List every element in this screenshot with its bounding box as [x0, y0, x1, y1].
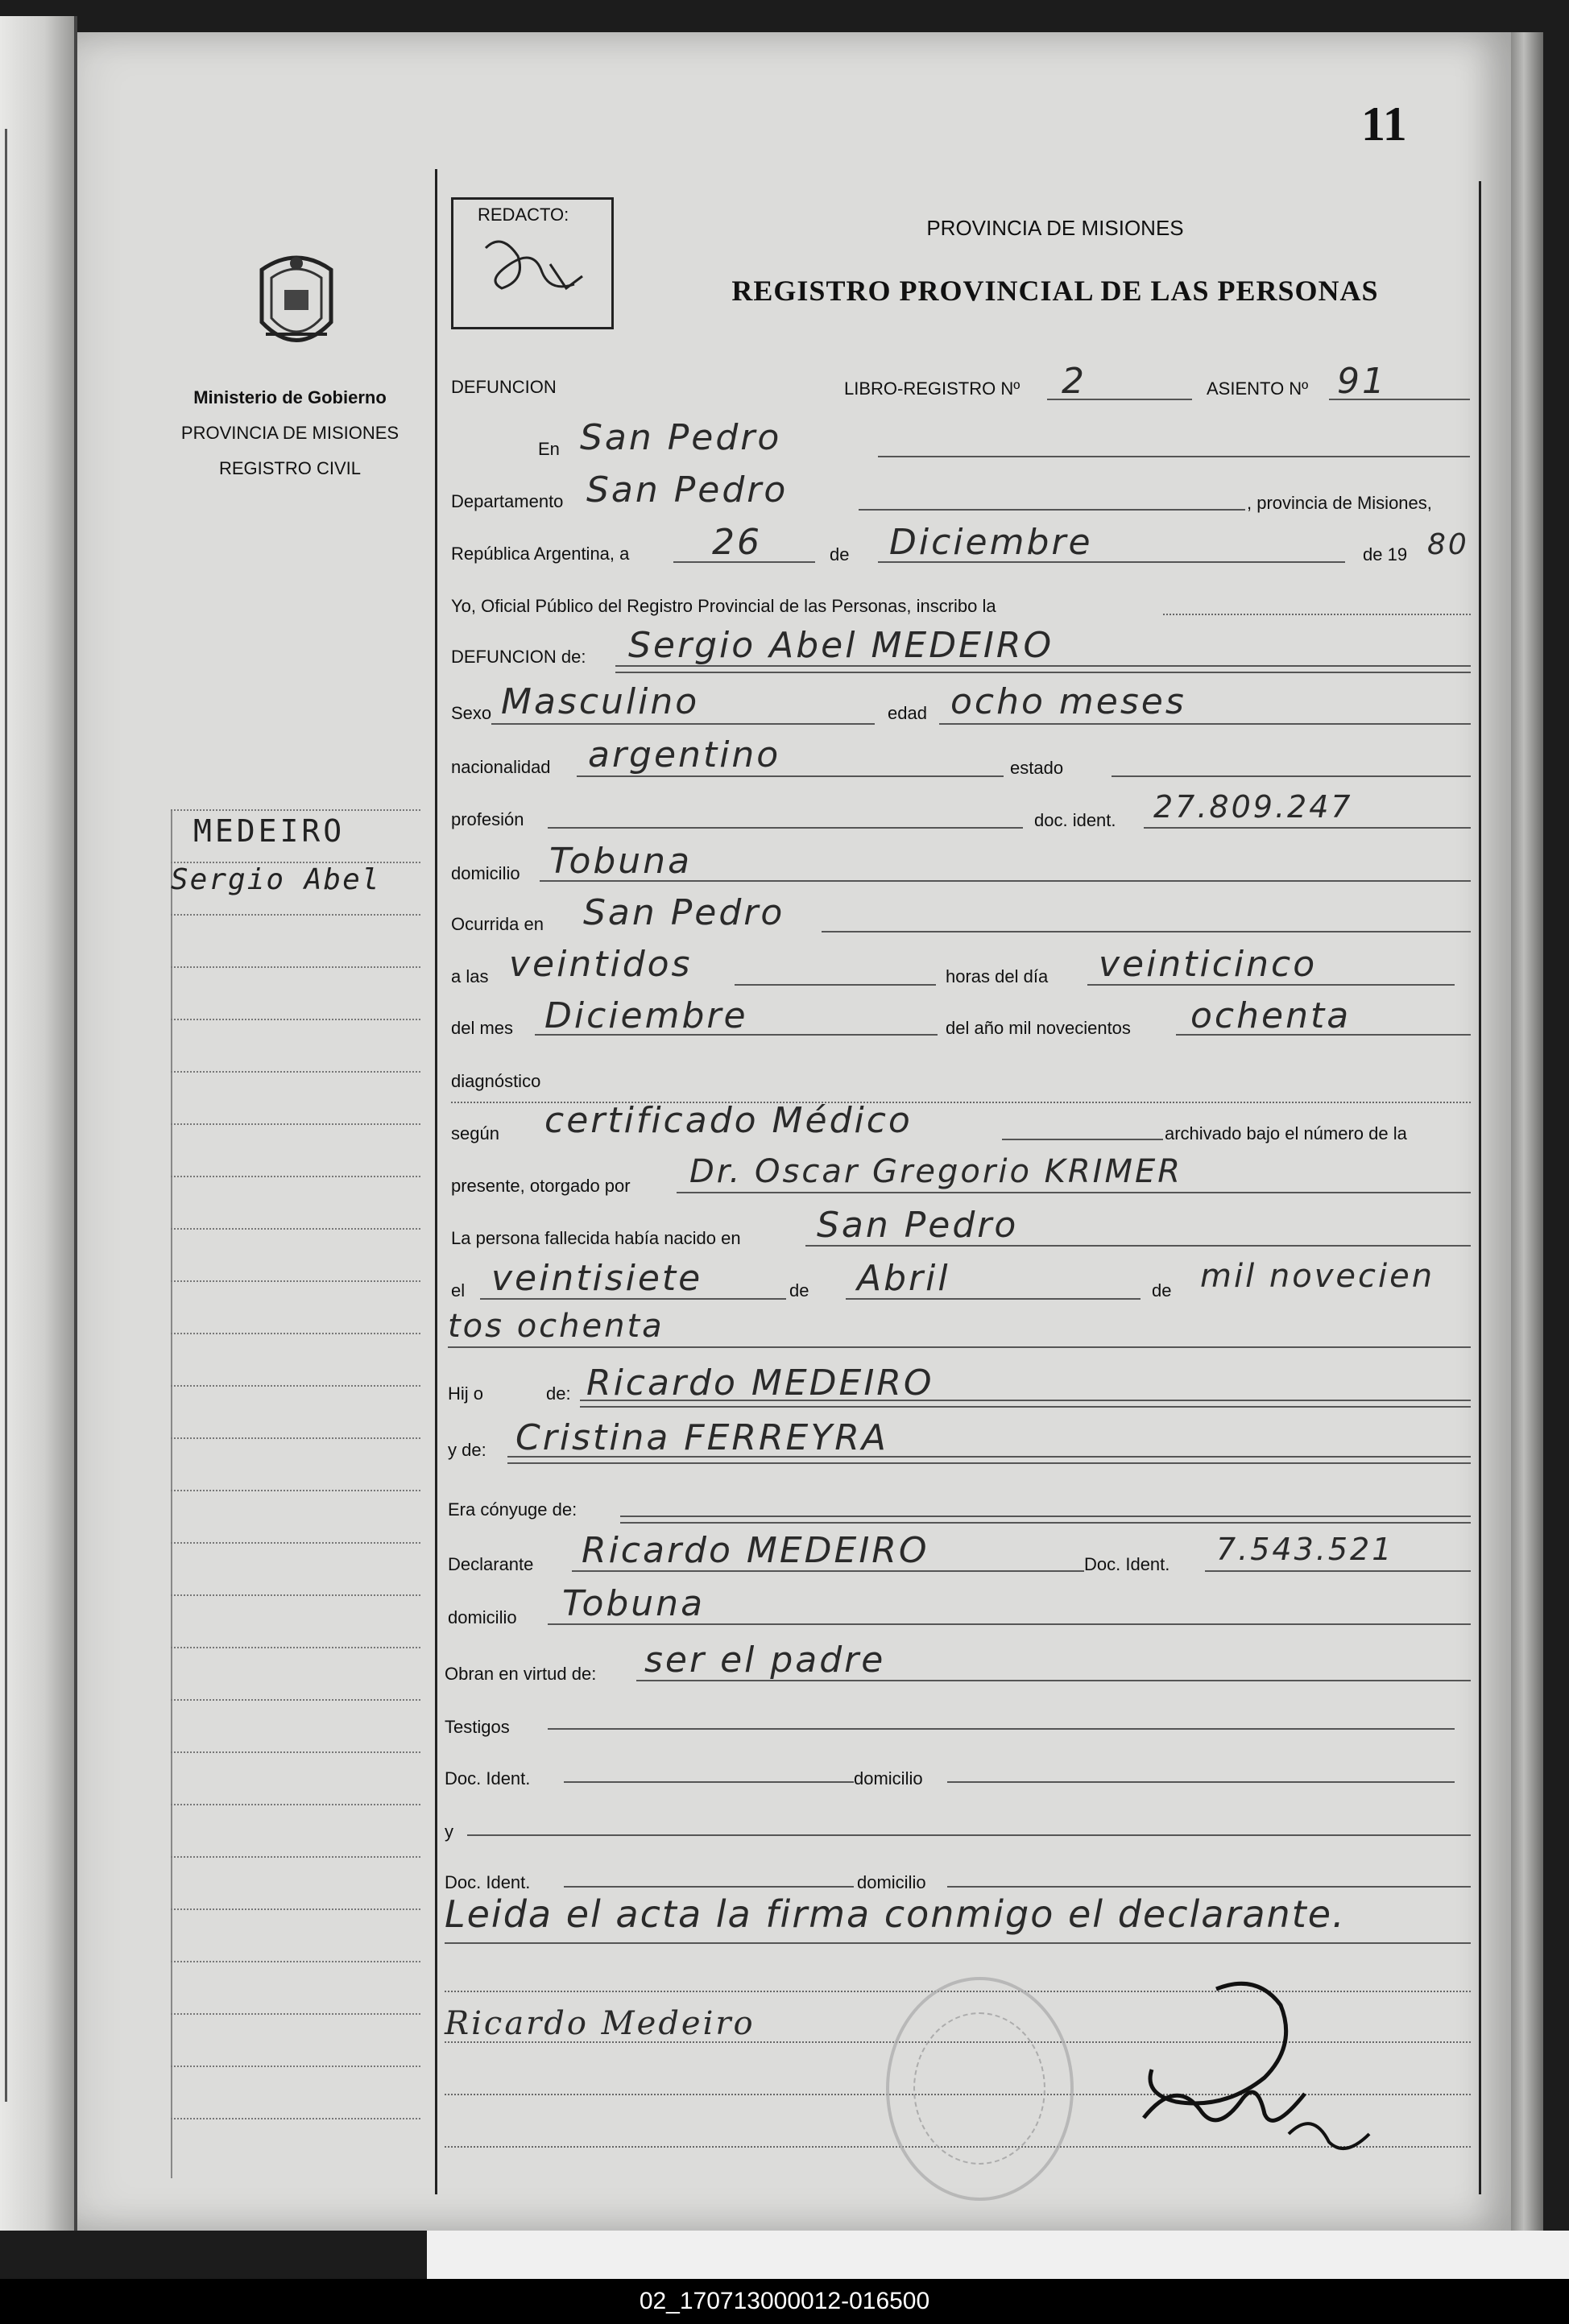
el-month-value: Abril	[857, 1258, 950, 1299]
yde-line-1	[507, 1456, 1471, 1458]
departamento-label: Departamento	[451, 491, 564, 511]
edad-value: ocho meses	[950, 681, 1186, 722]
margin-ruled-line	[171, 966, 420, 968]
conyuge-line-1	[620, 1516, 1471, 1517]
nacionalidad-value: argentino	[588, 734, 781, 775]
decl-doc-value: 7.543.521	[1216, 1532, 1394, 1567]
estado-line	[1112, 775, 1471, 777]
el-day-line	[480, 1298, 786, 1300]
testigos-line	[548, 1728, 1455, 1730]
domicilio2-line	[947, 1886, 1471, 1888]
header-registry: REGISTRO PROVINCIAL DE LAS PERSONAS	[731, 275, 1379, 307]
doc-ident-value: 27.809.247	[1153, 789, 1353, 825]
doc-ident-line	[1144, 827, 1471, 829]
hijo-line-2	[580, 1406, 1471, 1408]
yo-line	[1163, 614, 1471, 615]
decl-domicilio-label: domicilio	[448, 1607, 517, 1627]
margin-divider-main	[435, 169, 437, 2194]
ministry-name: Ministerio de Gobierno	[193, 387, 387, 407]
defuncion-line-1	[615, 665, 1471, 667]
yde-value: Cristina FERREYRA	[515, 1417, 888, 1458]
margin-ruled-line	[171, 1437, 420, 1439]
obran-line	[636, 1680, 1471, 1681]
del-anio-value: ochenta	[1190, 995, 1352, 1036]
doc1-label: Doc. Ident.	[445, 1768, 531, 1788]
act-type-label: DEFUNCION	[451, 377, 557, 397]
presente-line	[677, 1192, 1471, 1193]
el-year-cont: tos ochenta	[448, 1308, 664, 1345]
el-year-line	[448, 1346, 1471, 1348]
declarante-line	[572, 1570, 1084, 1572]
margin-ruled-line	[171, 1699, 420, 1701]
margin-ruled-line	[171, 1228, 420, 1230]
month-value: Diciembre	[889, 522, 1093, 563]
sexo-line	[491, 723, 875, 725]
del-mes-label: del mes	[451, 1018, 514, 1038]
presente-label: presente, otorgado por	[451, 1176, 631, 1196]
domicilio-label: domicilio	[451, 863, 520, 883]
segun-label: según	[451, 1123, 499, 1143]
testigos-label: Testigos	[445, 1717, 510, 1737]
nacido-value: San Pedro	[817, 1205, 1019, 1246]
margin-surname: MEDEIRO	[193, 813, 346, 849]
decl-doc-label: Doc. Ident.	[1084, 1554, 1170, 1574]
a-las-value: veintidos	[509, 944, 693, 985]
defuncion-label: DEFUNCION de:	[451, 647, 586, 667]
nacido-line	[805, 1245, 1471, 1247]
yde-line-2	[507, 1462, 1471, 1464]
ministry-registry: REGISTRO CIVIL	[218, 458, 362, 478]
en-value: San Pedro	[580, 417, 782, 458]
margin-ruled-line	[171, 1385, 420, 1387]
asiento-value: 91	[1337, 361, 1387, 402]
yo-label: Yo, Oficial Público del Registro Provincial de las Personas, inscribo la	[451, 596, 996, 616]
nacionalidad-label: nacionalidad	[451, 757, 551, 777]
estado-label: estado	[1010, 758, 1064, 778]
month-line	[878, 561, 1345, 563]
margin-ruled-line	[171, 1490, 420, 1491]
sexo-label: Sexo	[451, 703, 492, 723]
scan-bottom-strip	[427, 2231, 1569, 2279]
nacido-label: La persona fallecida había nacido en	[451, 1228, 741, 1248]
libro-label: LIBRO-REGISTRO Nº	[844, 378, 1020, 399]
y-label: y	[445, 1822, 453, 1842]
conyuge-label: Era cónyuge de:	[448, 1499, 578, 1520]
el-day-value: veintisiete	[491, 1258, 703, 1299]
hijo-de-label: de:	[546, 1383, 571, 1404]
hijo-label	[448, 1383, 483, 1404]
domicilio-line	[540, 880, 1471, 882]
segun-line	[1002, 1139, 1163, 1140]
ocurrida-line	[822, 931, 1471, 932]
book-left-edge	[0, 16, 77, 2231]
ministry-province: PROVINCIA DE MISIONES	[180, 423, 399, 443]
declarante-label: Declarante	[448, 1554, 534, 1574]
book-right-edge	[1511, 32, 1543, 2231]
obran-value: ser el padre	[644, 1640, 886, 1681]
margin-ruled-line	[171, 2013, 420, 2015]
margin-ruled-line	[171, 1123, 420, 1125]
yde-label: y de:	[448, 1440, 486, 1460]
doc2-line	[564, 1886, 854, 1888]
decl-domicilio-line	[548, 1623, 1471, 1625]
margin-ruled-line	[171, 2118, 420, 2119]
margin-ruled-line	[171, 809, 420, 811]
margin-ruled-line	[171, 1647, 420, 1648]
closing-line	[445, 1942, 1471, 1944]
form-right-border	[1479, 181, 1481, 2194]
diagnostico-label: diagnóstico	[451, 1071, 541, 1091]
decl-doc-line	[1205, 1570, 1471, 1572]
hijo-suffix: o	[473, 1383, 484, 1404]
day-value: 26	[712, 522, 762, 563]
del-anio-line	[1176, 1034, 1471, 1036]
official-stamp-icon	[886, 1977, 1074, 2201]
edad-label: edad	[888, 703, 927, 723]
domicilio1-label: domicilio	[854, 1768, 923, 1788]
domicilio1-line	[947, 1781, 1455, 1783]
del-anio-label: del año mil novecientos	[946, 1018, 1131, 1038]
date-de-label: de	[830, 544, 850, 564]
a-las-label: a las	[451, 966, 489, 986]
a-las-line	[735, 984, 936, 986]
year-value: 80	[1427, 528, 1469, 561]
margin-ruled-line	[171, 1961, 420, 1962]
officer-signature-icon	[1128, 1973, 1385, 2174]
departamento-line	[859, 509, 1245, 511]
doc-ident-label: doc. ident.	[1034, 810, 1116, 830]
page-number: 11	[1361, 97, 1407, 151]
doc1-line	[564, 1781, 854, 1783]
margin-ruled-line	[171, 1856, 420, 1858]
day-line	[673, 561, 815, 563]
margin-ruled-line	[171, 1594, 420, 1596]
el-month-line	[846, 1298, 1141, 1300]
del-mes-value: Diciembre	[544, 995, 748, 1036]
doc2-label: Doc. Ident.	[445, 1872, 531, 1892]
margin-ruled-line	[171, 1280, 420, 1282]
margin-ruled-line	[171, 1333, 420, 1334]
republica-label: República Argentina, a	[451, 544, 630, 564]
el-year-value: mil novecien	[1200, 1258, 1435, 1295]
redacto-signature-icon	[453, 200, 606, 320]
departamento-value: San Pedro	[586, 469, 789, 511]
en-line	[878, 456, 1470, 457]
archivado-label: archivado bajo el número de la	[1165, 1123, 1407, 1143]
margin-ruled-line	[171, 1908, 420, 1910]
margin-ruled-line	[171, 1751, 420, 1753]
domicilio-value: Tobuna	[549, 841, 693, 882]
province-seal-icon	[246, 246, 347, 358]
hijo-value: Ricardo MEDEIRO	[586, 1363, 934, 1404]
edad-line	[939, 723, 1471, 725]
margin-ruled-lines	[171, 809, 420, 2178]
el-label: el	[451, 1280, 466, 1301]
nacionalidad-line	[577, 775, 1004, 777]
closing-value: Leida el acta la firma conmigo el declarante.	[445, 1892, 1346, 1936]
del-mes-line	[535, 1034, 938, 1036]
horas-line	[1087, 984, 1455, 986]
profesion-line	[548, 827, 1023, 829]
obran-label: Obran en virtud de:	[445, 1664, 597, 1684]
margin-ruled-line	[171, 1176, 420, 1177]
declarante-value: Ricardo MEDEIRO	[582, 1530, 929, 1571]
y-line	[467, 1834, 1471, 1836]
declarant-signature: Ricardo Medeiro	[445, 2005, 756, 2042]
presente-value: Dr. Oscar Gregorio KRIMER	[689, 1153, 1183, 1190]
el-de2-label: de	[1152, 1280, 1172, 1301]
margin-ruled-line	[171, 1071, 420, 1073]
redacto-label: REDACTO:	[478, 205, 569, 225]
ocurrida-label: Ocurrida en	[451, 914, 544, 934]
sexo-value: Masculino	[501, 681, 700, 722]
defuncion-value: Sergio Abel MEDEIRO	[628, 625, 1054, 666]
libro-line	[1047, 399, 1192, 400]
asiento-line	[1329, 399, 1470, 400]
asiento-label: ASIENTO Nº	[1207, 378, 1309, 399]
ministry-block	[153, 380, 427, 486]
margin-given-names: Sergio Abel	[171, 863, 381, 896]
domicilio2-label: domicilio	[857, 1872, 926, 1892]
el-de-label: de	[789, 1280, 809, 1301]
conyuge-line-2	[620, 1522, 1471, 1524]
ocurrida-value: San Pedro	[583, 892, 785, 933]
hijo-line-1	[580, 1400, 1471, 1401]
segun-value: certificado Médico	[544, 1100, 913, 1141]
horas-value: veinticinco	[1099, 944, 1318, 985]
margin-ruled-line	[171, 914, 420, 916]
margin-ruled-line	[171, 2066, 420, 2067]
year-prefix-label: de 19	[1363, 544, 1408, 564]
provincia-label: , provincia de Misiones,	[1247, 493, 1432, 513]
margin-ruled-line	[171, 1542, 420, 1544]
header-province: PROVINCIA DE MISIONES	[926, 216, 1184, 240]
decl-domicilio-value: Tobuna	[562, 1583, 706, 1624]
profesion-label: profesión	[451, 809, 524, 829]
defuncion-line-2	[615, 672, 1471, 673]
horas-label: horas del día	[946, 966, 1049, 986]
libro-value: 2	[1062, 361, 1087, 402]
margin-ruled-line	[171, 1019, 420, 1020]
margin-ruled-line	[171, 1804, 420, 1805]
hijo-label-text: Hij	[448, 1383, 469, 1404]
scan-caption: 02_170713000012-016500	[0, 2279, 1569, 2324]
en-label: En	[538, 439, 560, 459]
redacto-box	[451, 197, 614, 329]
